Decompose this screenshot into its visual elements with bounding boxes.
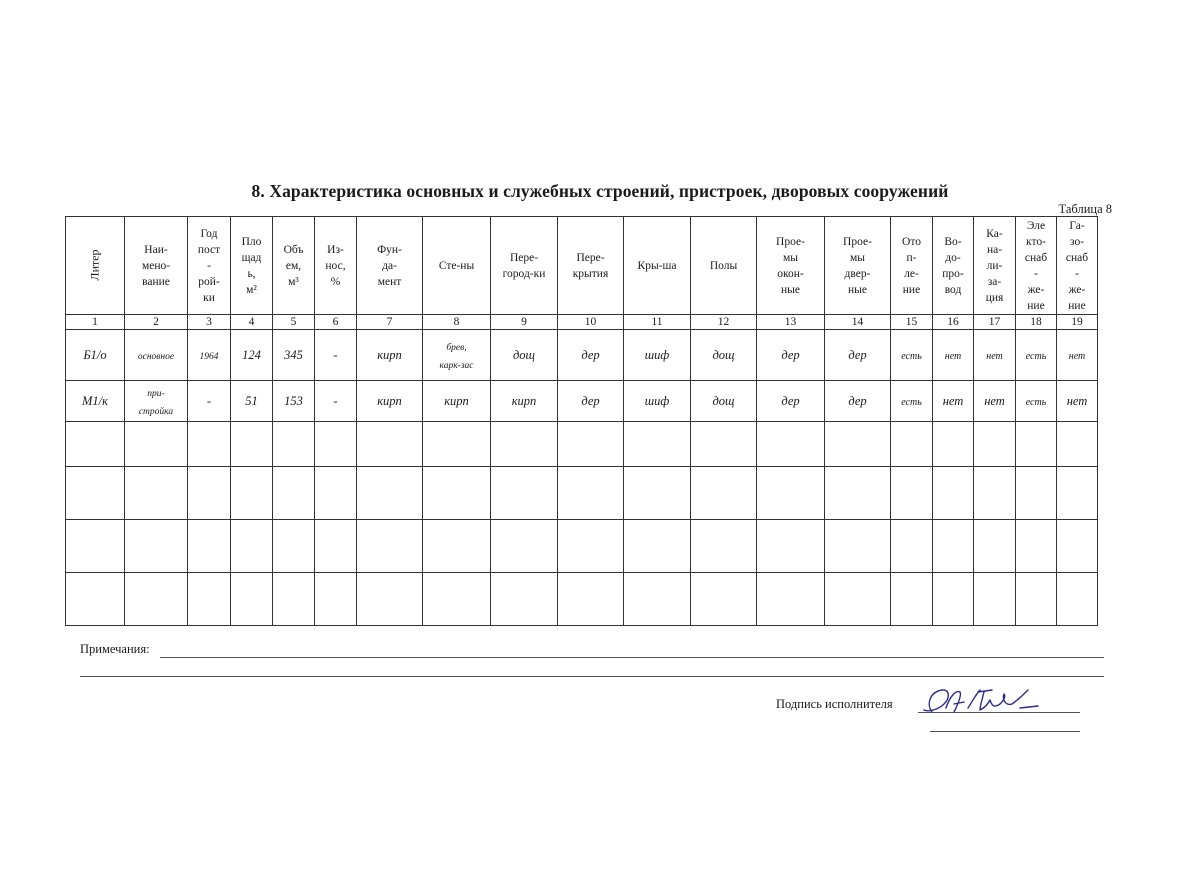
column-number: 7 [357,315,423,330]
column-number: 1 [66,315,125,330]
cell-foundation: кирп [357,330,423,381]
header-cell-sewage: Ка- на- ли- за- ция [974,217,1016,315]
cell-liter: Б1/о [66,330,125,381]
cell-wear: - [315,381,357,422]
column-number: 4 [231,315,273,330]
header-cell-wear: Из- нос, % [315,217,357,315]
cell-doors: дер [825,381,891,422]
buildings-table [65,216,1098,626]
column-number: 13 [757,315,825,330]
cell-roof: шиф [624,330,691,381]
column-number: 6 [315,315,357,330]
cell-gas: нет [1057,330,1098,381]
cell-roof: шиф [624,381,691,422]
cell-windows: дер [757,330,825,381]
table-row [66,330,1098,381]
empty-table-row [66,520,1098,573]
cell-foundation: кирп [357,381,423,422]
table-row [66,381,1098,422]
column-number: 16 [933,315,974,330]
column-number: 15 [891,315,933,330]
cell-partitions: кирп [491,381,558,422]
header-cell-windows: Прое- мы окон- ные [757,217,825,315]
cell-heating: есть [891,330,933,381]
cell-sewage: нет [974,381,1016,422]
header-cell-water: Во- до- про- вод [933,217,974,315]
cell-volume: 153 [273,381,315,422]
cell-water: нет [933,330,974,381]
cell-floors-slabs: дер [558,330,624,381]
cell-walls: брев, карк-зас [423,330,491,381]
cell-partitions: дощ [491,330,558,381]
page-title: 8. Характеристика основных и служебных строений, пристроек, дворовых сооружений [251,181,949,201]
header-cell-roof: Кры-ша [624,217,691,315]
header-cell-heating: Ото п- ле- ние [891,217,933,315]
cell-doors: дер [825,330,891,381]
cell-area: 51 [231,381,273,422]
header-cell-liter: Литер [66,217,125,315]
header-cell-area: Пло щад ь, м² [231,217,273,315]
column-number: 9 [491,315,558,330]
header-row [66,217,1098,315]
cell-sewage: нет [974,330,1016,381]
signature-mark [920,686,1050,720]
cell-floors: дощ [691,381,757,422]
cell-electricity: есть [1016,381,1057,422]
header-cell-electricity: Эле кто- снаб - же- ние [1016,217,1057,315]
header-cell-doors: Прое- мы двер- ные [825,217,891,315]
header-cell-name: Наи- мено- вание [125,217,188,315]
cell-year: - [188,381,231,422]
header-cell-partitions: Пере- город-ки [491,217,558,315]
column-number: 14 [825,315,891,330]
signature-line [930,731,1080,732]
notes-label: Примечания: [80,642,150,656]
column-number-row [66,315,1098,330]
header-cell-volume: Объ ем, м³ [273,217,315,315]
column-number: 10 [558,315,624,330]
cell-gas: нет [1057,381,1098,422]
column-number: 12 [691,315,757,330]
table-number-label: Таблица 8 [1058,202,1112,216]
column-number: 5 [273,315,315,330]
cell-name: при- стройка [125,381,188,422]
column-number: 19 [1057,315,1098,330]
cell-electricity: есть [1016,330,1057,381]
column-number: 11 [624,315,691,330]
notes-line [80,676,1104,677]
cell-water: нет [933,381,974,422]
header-cell-floors-slabs: Пере- крытия [558,217,624,315]
cell-windows: дер [757,381,825,422]
empty-table-row [66,422,1098,467]
cell-floors: дощ [691,330,757,381]
header-cell-foundation: Фун- да- мент [357,217,423,315]
signature-label: Подпись исполнителя [776,697,893,711]
header-cell-year: Год пост - рой- ки [188,217,231,315]
header-cell-walls: Сте-ны [423,217,491,315]
cell-floors-slabs: дер [558,381,624,422]
header-cell-floors: Полы [691,217,757,315]
cell-wear: - [315,330,357,381]
cell-walls: кирп [423,381,491,422]
header-cell-gas: Га- зо- снаб - же- ние [1057,217,1098,315]
cell-volume: 345 [273,330,315,381]
cell-year: 1964 [188,330,231,381]
column-number: 2 [125,315,188,330]
cell-name: основное [125,330,188,381]
cell-heating: есть [891,381,933,422]
column-number: 18 [1016,315,1057,330]
cell-liter: М1/к [66,381,125,422]
cell-area: 124 [231,330,273,381]
empty-table-row [66,467,1098,520]
notes-line [160,657,1104,658]
empty-table-row [66,573,1098,626]
column-number: 17 [974,315,1016,330]
column-number: 3 [188,315,231,330]
column-number: 8 [423,315,491,330]
